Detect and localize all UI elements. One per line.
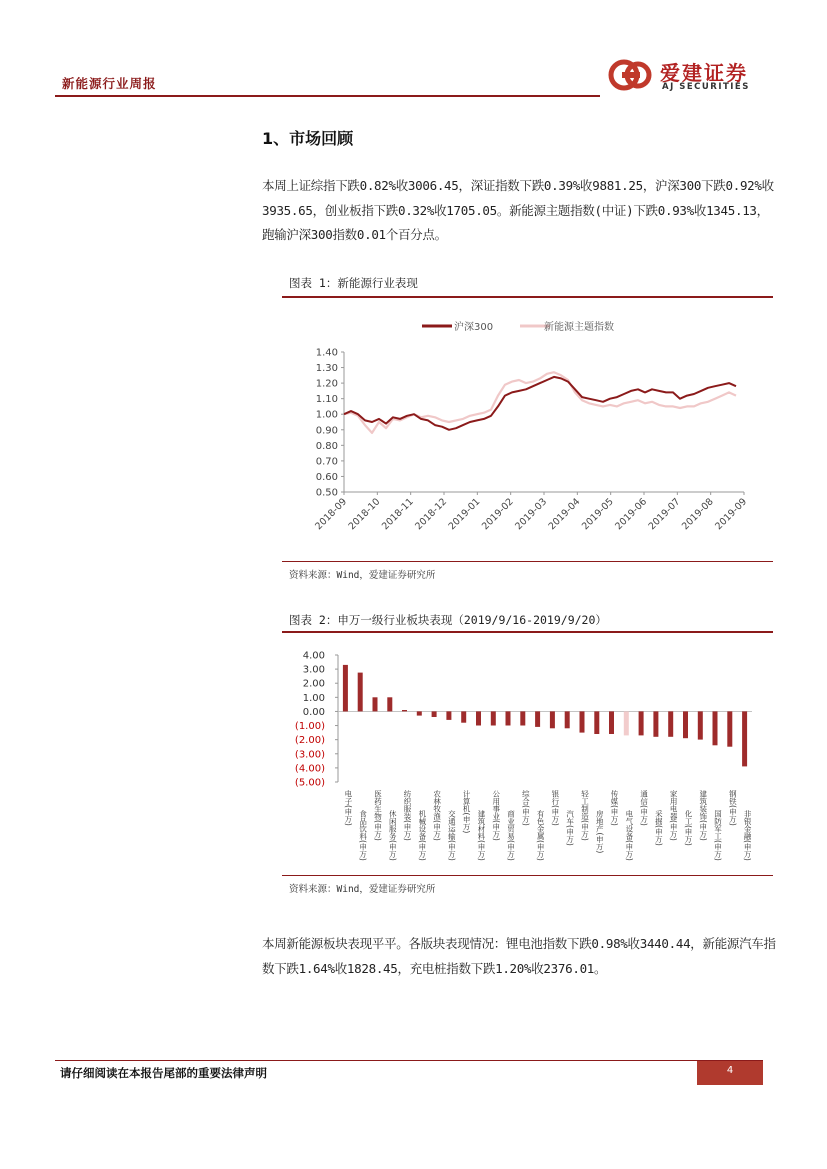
category-label: 有色金属(申万)	[536, 810, 546, 861]
series-line-1	[344, 372, 736, 433]
bar	[402, 710, 407, 711]
bar	[653, 711, 658, 736]
y-tick-label: 4.00	[302, 650, 325, 662]
bar	[491, 711, 496, 725]
line-chart	[282, 300, 773, 558]
figure1-top-rule	[282, 296, 773, 298]
report-title: 新能源行业周报	[62, 76, 157, 91]
figure1-bottom-rule	[282, 561, 773, 562]
x-tick-label: 2019-08	[679, 496, 716, 533]
y-tick-label: 1.00	[302, 692, 325, 704]
legal-notice: 请仔细阅读在本报告尾部的重要法律声明	[60, 1066, 267, 1080]
bar	[373, 697, 378, 711]
category-label: 电子(申万)	[343, 790, 353, 826]
series-line-0	[344, 377, 736, 430]
y-tick-label: (5.00)	[294, 777, 325, 789]
category-label: 农林牧渔(申万)	[432, 790, 442, 841]
x-tick-label: 2019-05	[579, 496, 616, 533]
bar	[668, 711, 673, 736]
bar	[624, 711, 629, 735]
bar	[446, 711, 451, 720]
y-tick-label: (3.00)	[294, 749, 325, 761]
category-label: 建筑材料(申万)	[476, 810, 486, 861]
category-label: 机械设备(申万)	[417, 810, 427, 861]
bar	[565, 711, 570, 728]
header-divider	[55, 95, 600, 97]
bar	[609, 711, 614, 734]
y-tick-label: 0.80	[315, 440, 338, 452]
category-label: 采掘(申万)	[654, 810, 664, 846]
bar-chart	[282, 635, 773, 871]
bar	[520, 711, 525, 725]
category-label: 钢铁(申万)	[728, 790, 738, 826]
section-title: 1、市场回顾	[262, 129, 354, 148]
category-label: 银行(申万)	[550, 790, 560, 826]
x-tick-label: 2019-09	[713, 496, 750, 533]
category-label: 非银金融(申万)	[743, 810, 753, 861]
bar	[476, 711, 481, 725]
x-tick-label: 2018-10	[346, 496, 383, 533]
bar	[742, 711, 747, 766]
y-tick-label: (1.00)	[294, 721, 325, 733]
footer-divider	[55, 1060, 763, 1061]
bar	[432, 711, 437, 717]
category-label: 医药生物(申万)	[373, 790, 383, 841]
category-label: 房地产(申万)	[595, 810, 605, 854]
category-label: 商业贸易(申万)	[506, 810, 516, 861]
category-label: 计算机(申万)	[462, 790, 472, 834]
market-review-paragraph: 本周上证综指下跌0.82%收3006.45，深证指数下跌0.39%收9881.25，沪深300下跌0.92%收3935.65，创业板指下跌0.32%收1705.05。新能源主题指数(中证)下跌0.93%收1345.13，跑输沪深300指数0.01个百分点。	[262, 178, 774, 242]
bar	[387, 697, 392, 711]
category-label: 电气设备(申万)	[624, 810, 634, 861]
bar	[727, 711, 732, 746]
brand-name-cn: 爱建证券	[660, 61, 748, 85]
sector-performance-paragraph: 本周新能源板块表现平平。各版块表现情况：锂电池指数下跌0.98%收3440.44，新能源汽车指数下跌1.64%收1828.45，充电桩指数下跌1.20%收2376.01。	[262, 936, 776, 976]
y-tick-label: 0.90	[315, 425, 338, 437]
category-label: 公用事业(申万)	[491, 790, 501, 841]
x-tick-label: 2018-12	[413, 496, 450, 533]
category-label: 食品饮料(申万)	[358, 810, 368, 861]
brand-logo-icon	[608, 58, 656, 92]
bar	[683, 711, 688, 738]
y-tick-label: 1.00	[315, 409, 338, 421]
x-tick-label: 2018-09	[313, 496, 350, 533]
page-number: 4	[726, 1065, 734, 1076]
bar	[358, 673, 363, 712]
bar	[343, 665, 348, 712]
bar	[417, 711, 422, 715]
figure2-source: 资料来源：Wind，爱建证券研究所	[289, 884, 436, 895]
x-tick-label: 2018-11	[379, 496, 416, 533]
y-tick-label: 0.60	[315, 471, 338, 483]
y-tick-label: 1.10	[315, 394, 338, 406]
y-tick-label: 1.30	[315, 363, 338, 375]
figure2-bottom-rule	[282, 875, 773, 876]
category-label: 综合(申万)	[521, 790, 531, 826]
x-tick-label: 2019-04	[546, 496, 583, 533]
bar	[698, 711, 703, 739]
category-label: 国防军工(申万)	[713, 810, 723, 861]
y-tick-label: 3.00	[302, 664, 325, 676]
bar	[594, 711, 599, 734]
category-label: 传媒(申万)	[610, 790, 620, 826]
legend-label-1: 新能源主题指数	[544, 322, 614, 333]
category-label: 汽车(申万)	[565, 810, 575, 846]
x-tick-label: 2019-03	[513, 496, 550, 533]
category-label: 交通运输(申万)	[447, 810, 457, 861]
brand-name-en: AJ SECURITIES	[662, 82, 750, 92]
category-label: 家用电器(申万)	[669, 790, 679, 841]
y-tick-label: 2.00	[302, 678, 325, 690]
bar	[639, 711, 644, 735]
bar	[506, 711, 511, 725]
figure2-title: 图表 2：申万一级行业板块表现（2019/9/16-2019/9/20）	[289, 613, 607, 627]
figure2-top-rule	[282, 631, 773, 633]
bar	[461, 711, 466, 722]
x-tick-label: 2019-06	[613, 496, 650, 533]
y-tick-label: 0.70	[315, 456, 338, 468]
category-label: 化工(申万)	[683, 810, 693, 846]
category-label: 通信(申万)	[639, 790, 649, 826]
figure1-title: 图表 1：新能源行业表现	[289, 276, 418, 290]
y-tick-label: (4.00)	[294, 763, 325, 775]
figure1-source: 资料来源：Wind，爱建证券研究所	[289, 570, 436, 581]
x-tick-label: 2019-07	[646, 496, 683, 533]
bar	[535, 711, 540, 727]
y-tick-label: 0.50	[315, 487, 338, 499]
category-label: 轻工制造(申万)	[580, 790, 590, 841]
bar	[713, 711, 718, 745]
x-tick-label: 2019-01	[446, 496, 483, 533]
legend-label-0: 沪深300	[454, 322, 494, 333]
y-tick-label: 0.00	[302, 706, 325, 718]
y-tick-label: 1.40	[315, 347, 338, 359]
y-tick-label: (2.00)	[294, 735, 325, 747]
y-tick-label: 1.20	[315, 378, 338, 390]
category-label: 休闲服务(申万)	[388, 810, 398, 861]
bar	[550, 711, 555, 728]
bar	[580, 711, 585, 732]
category-label: 纺织服装(申万)	[403, 790, 413, 841]
category-label: 建筑装饰(申万)	[698, 790, 708, 841]
x-tick-label: 2019-02	[479, 496, 516, 533]
